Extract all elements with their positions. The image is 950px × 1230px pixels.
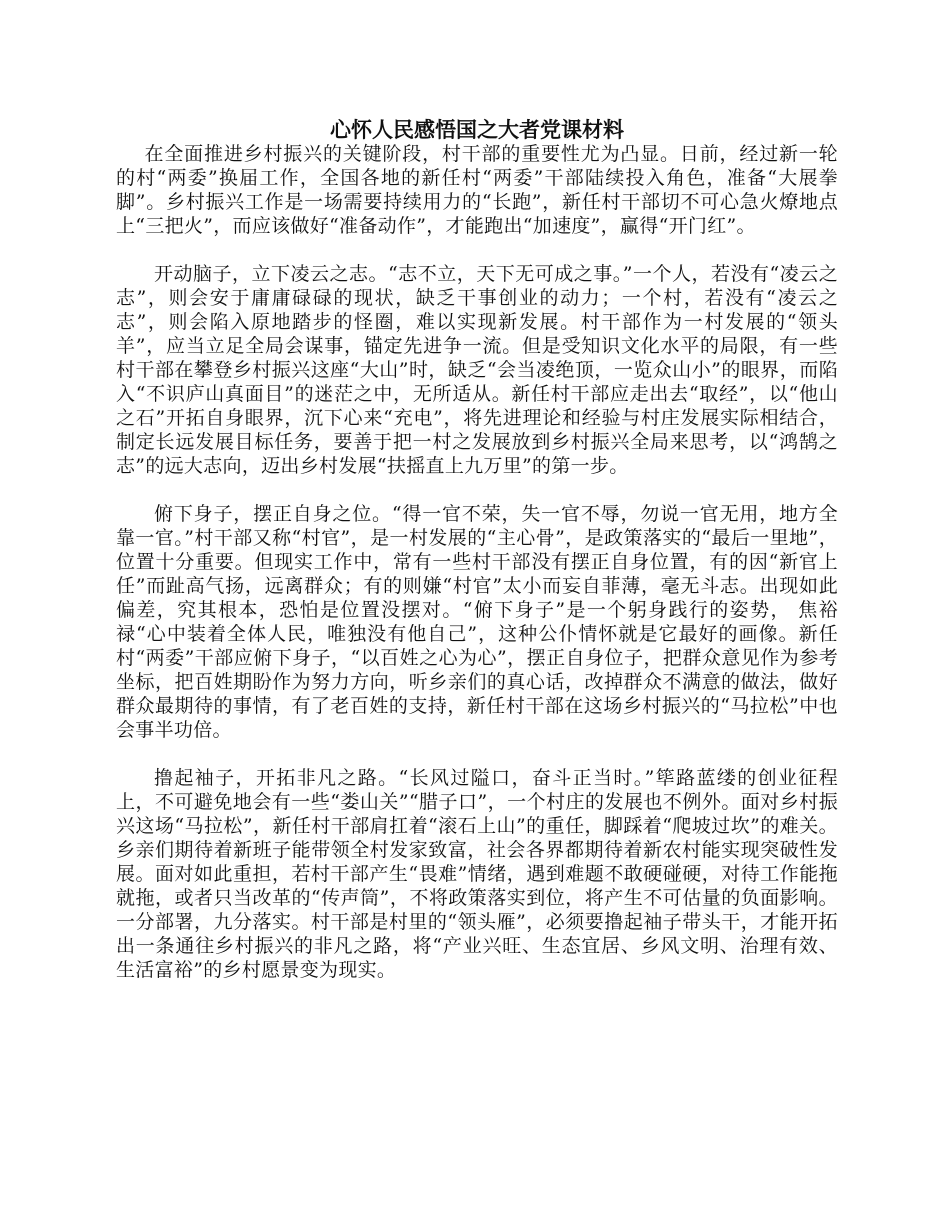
paragraph-ambition: 开动脑子，立下凌云之志。“志不立，天下无可成之事。”一个人，若没有“凌云之志”，则会安于庸庸碌碌的现状，缺乏干事创业的动力；一个村，若没有“凌云之志”，则会陷入原地踏步的怪圈，难以实现新发展。村干部作为一村发展的“领头羊”，应当立足全局会谋事，锚定先进争一流。但是受知识文化水平的局限，有一些村干部在攀登乡村振兴这座“大山”时，缺乏“会当凌绝顶，一览众山小”的眼界，而陷入“不识庐山真面目”的迷茫之中，无所适从。新任村干部应走出去“取经”，以“他山之石”开拓自身眼界，沉下心来“充电”，将先进理论和经验与村庄发展实际相结合，制定长远发展目标任务，要善于把一村之发展放到乡村振兴全局来思考，以“鸿鹄之志”的远大志向，迈出乡村发展“扶摇直上九万里”的第一步。 bbox=[116, 263, 838, 477]
document-title: 心怀人民感悟国之大者党课材料 bbox=[330, 117, 624, 142]
paragraph-intro: 在全面推进乡村振兴的关键阶段，村干部的重要性尤为凸显。日前，经过新一轮的村“两委”换届工作，全国各地的新任村“两委”干部陆续投入角色，准备“大展拳脚”。乡村振兴工作是一场需要持续用力的“长跑”，新任村干部切不可心急火燎地点上“三把火”，而应该做好“准备动作”，才能跑出“加速度”，赢得“开门红”。 bbox=[116, 143, 838, 237]
paragraph-action: 撸起袖子，开拓非凡之路。“长风过隘口，奋斗正当时。”筚路蓝缕的创业征程上，不可避免地会有一些“娄山关”“腊子口”，一个村庄的发展也不例外。面对乡村振兴这场“马拉松”，新任村干部肩扛着“滚石上山”的重任，脚踩着“爬坡过坎”的难关。乡亲们期待着新班子能带领全村发家致富，社会各界都期待着新农村能实现突破性发展。面对如此重担，若村干部产生“畏难”情绪，遇到难题不敢硬碰硬，对待工作能拖就拖，或者只当改革的“传声筒”，不将政策落实到位，将产生不可估量的负面影响。一分部署，九分落实。村干部是村里的“领头雁”，必须要撸起袖子带头干，才能开拓出一条通往乡村振兴的非凡之路，将“产业兴旺、生态宜居、乡风文明、治理有效、生活富裕”的乡村愿景变为现实。 bbox=[116, 767, 838, 981]
paragraph-position: 俯下身子，摆正自身之位。“得一官不荣，失一官不辱，勿说一官无用，地方全靠一官。”村干部又称“村官”，是一村发展的“主心骨”，是政策落实的“最后一里地”，位置十分重要。但现实工作中，常有一些村干部没有摆正自身位置，有的因“新官上任”而趾高气扬，远离群众；有的则嫌“村官”太小而妄自菲薄，毫无斗志。出现如此偏差，究其根本，恐怕是位置没摆对。“俯下身子”是一个躬身践行的姿势， 焦裕禄“心中装着全体人民，唯独没有他自己”，这种公仆情怀就是它最好的画像。新任村“两委”干部应俯下身子，“以百姓之心为心”，摆正自身位子，把群众意见作为参考坐标，把百姓期盼作为努力方向，听乡亲们的真心话，改掉群众不满意的做法，做好群众最期待的事情，有了老百姓的支持，新任村干部在这场乡村振兴的“马拉松”中也会事半功倍。 bbox=[116, 503, 838, 741]
document-page bbox=[116, 118, 838, 982]
